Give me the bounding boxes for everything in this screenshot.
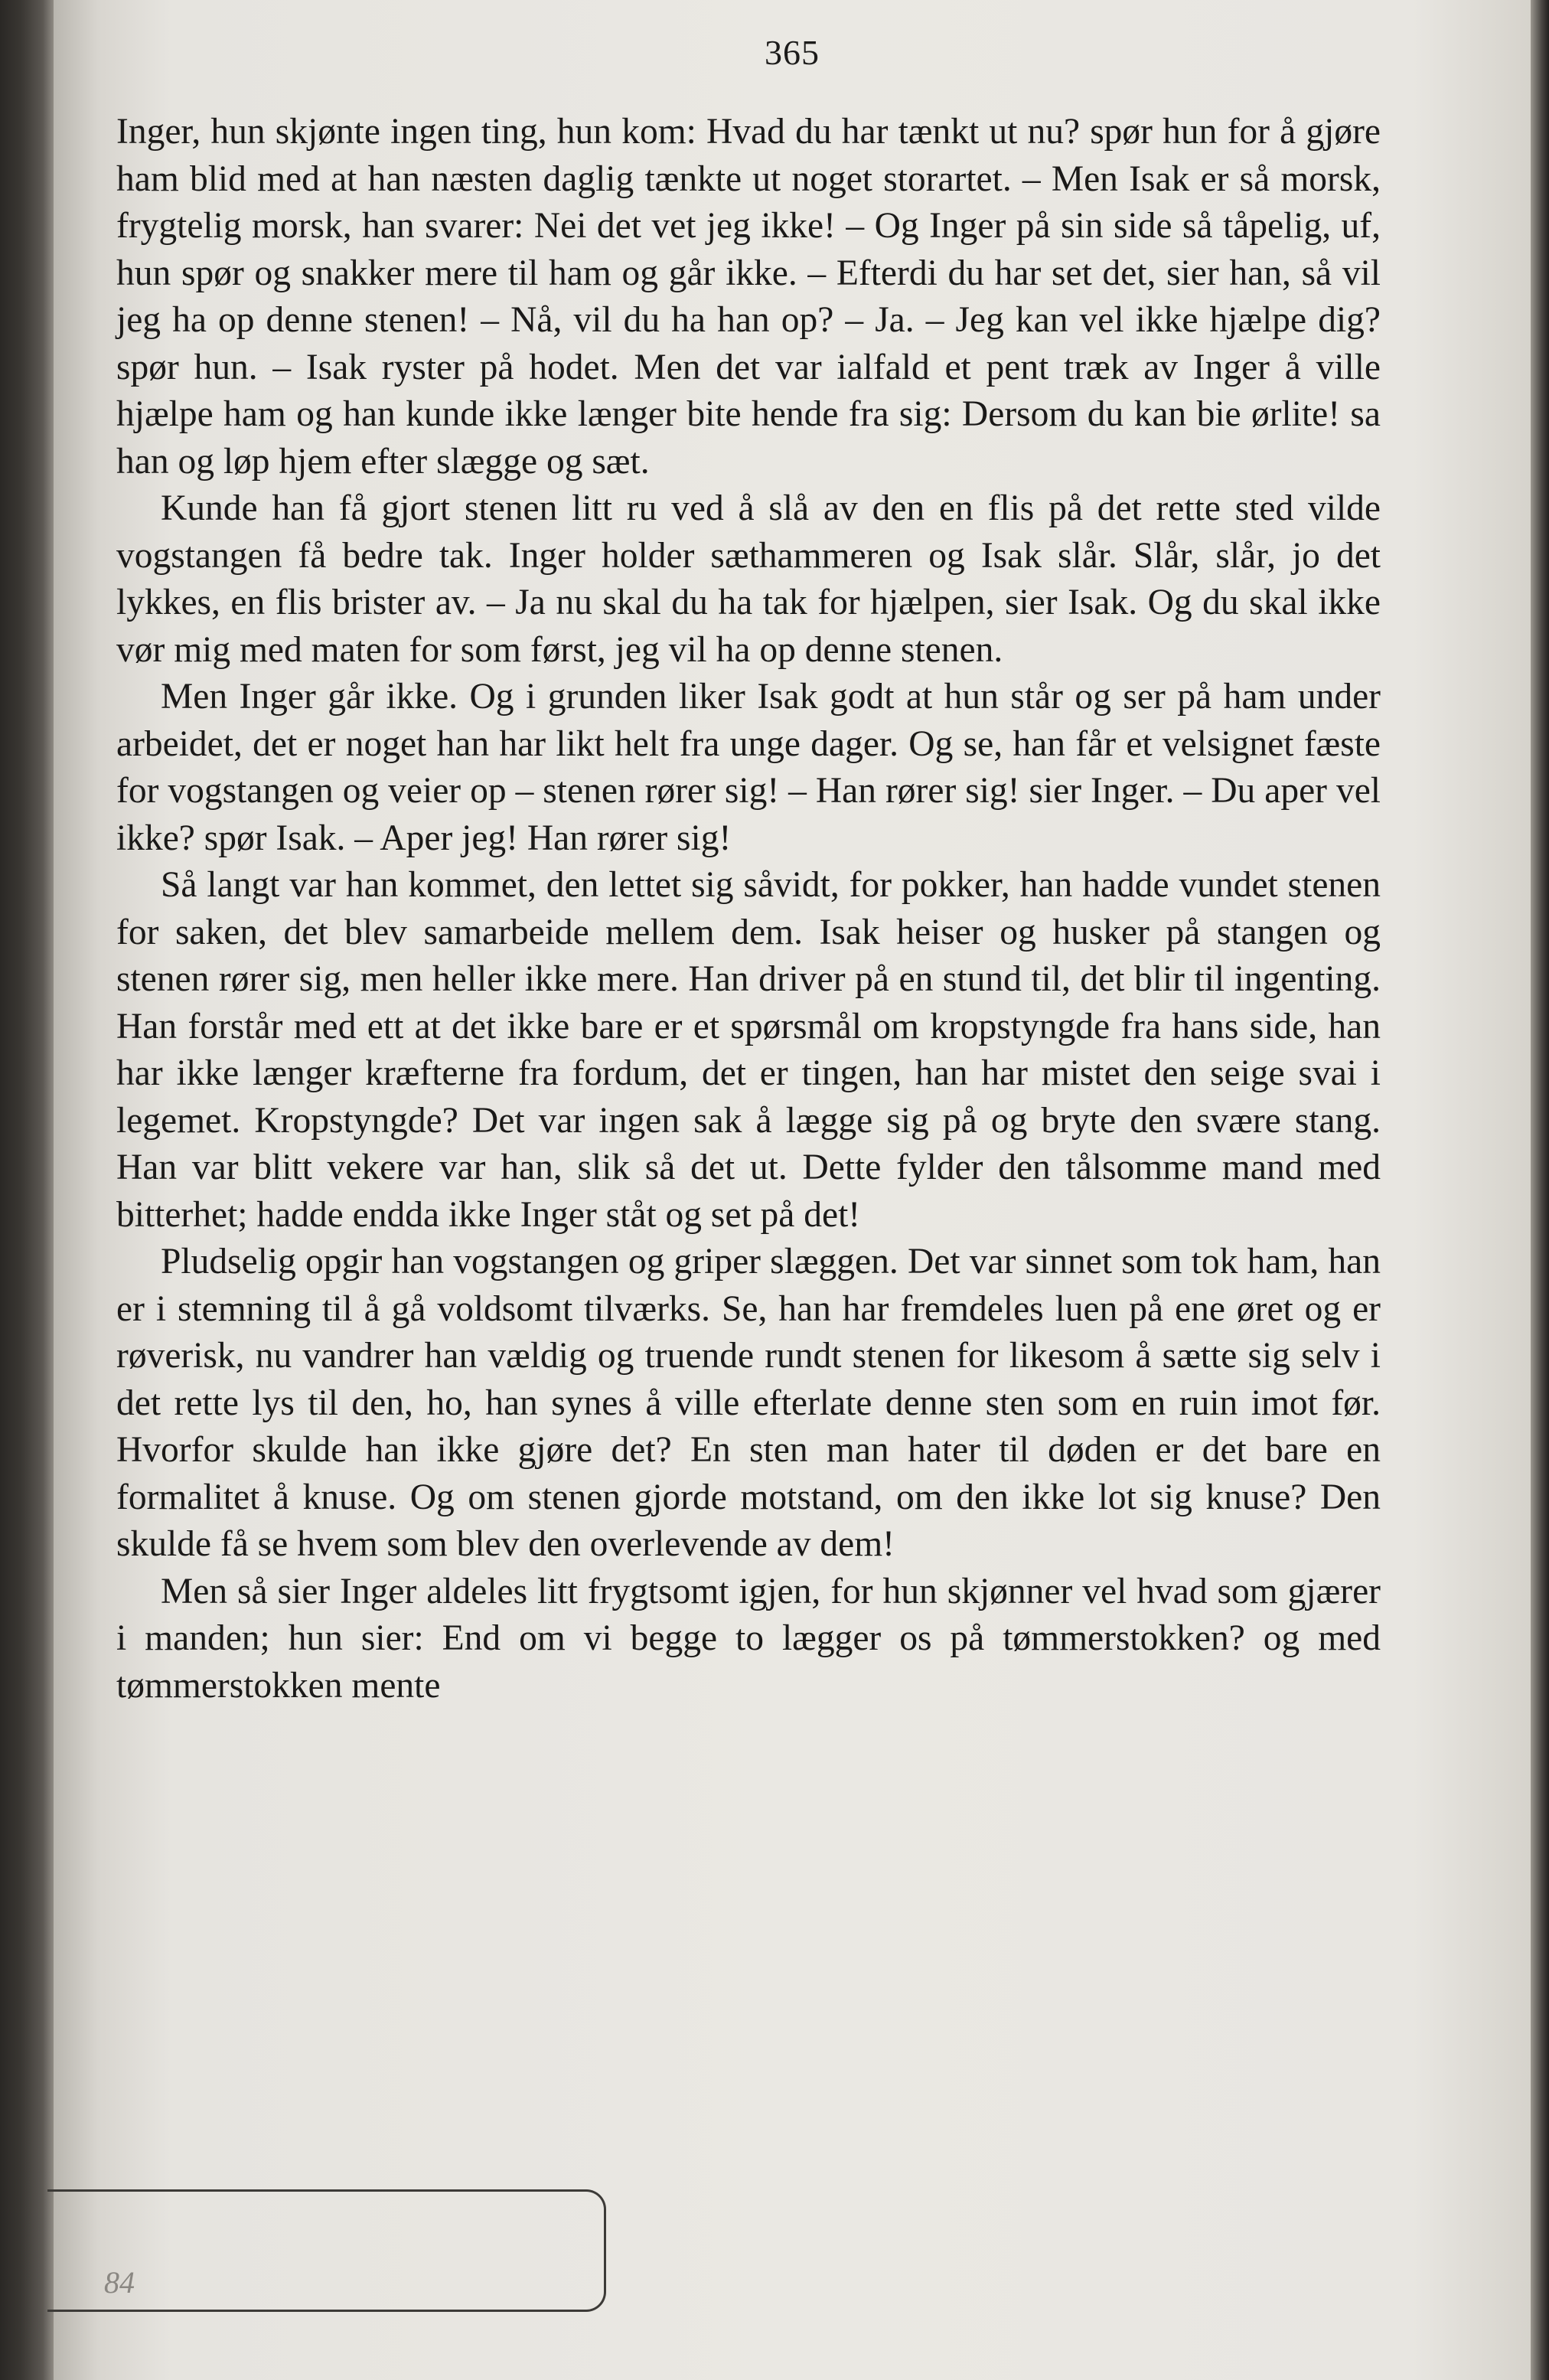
paragraph-2: Kunde han få gjort stenen litt ru ved å slå av den en flis på det rette sted vilde vogstangen få bedre tak. Inger holder sæthammeren og Isak slår. Slår, slår, jo det lykkes, en flis brister av. – Ja nu skal du ha tak for hjælpen, sier Isak. Og du skal ikke vør mig med maten for som først, jeg vil ha op denne stenen. xyxy=(116,488,1381,670)
page-text xyxy=(116,109,1381,1709)
book-page xyxy=(54,0,1531,2380)
page-edge-shadow xyxy=(1531,0,1549,2380)
paragraph-6: Men så sier Inger aldeles litt frygtsomt igjen, for hun skjønner vel hvad som gjærer i manden; hun sier: End om vi begge to lægger os på tømmerstokken? og med tømmerstokken mente xyxy=(116,1571,1381,1706)
paragraph-4: Så langt var han kommet, den lettet sig såvidt, for pokker, han hadde vundet stenen for saken, det blev samarbeide mellem dem. Isak heiser og husker på stangen og stenen rører sig, men heller ikke mere. Han driver på en stund til, det blir til ingenting. Han forstår med ett at det ikke bare er et spørsmål om kropstyngde fra hans side, han har ikke længer kræfterne fra fordum, det er tingen, han har mistet den seige svai i legemet. Kropstyngde? Det var ingen sak å lægge sig på og bryte den svære stang. Han var blitt vekere var han, slik så det ut. Dette fylder den tålsomme mand med bitterhet; hadde endda ikke Inger ståt og set på det! xyxy=(116,865,1381,1235)
paragraph-1: Inger, hun skjønte ingen ting, hun kom: Hvad du har tænkt ut nu? spør hun for å gjøre ham blid med at han næsten daglig tænkte ut noget storartet. – Men Isak er så morsk, frygtelig morsk, han svarer: Nei det vet jeg ikke! – Og Inger på sin side så tåpelig, uf, hun spør og snakker mere til ham og går ikke. – Efterdi du har set det, sier han, så vil jeg ha op denne stenen! – Nå, vil du ha han op? – Ja. – Jeg kan vel ikke hjælpe dig? spør hun. – Isak ryster på hodet. Men det var ialfald et pent træk av Inger å ville hjælpe ham og han kunde ikke længer bite hende fra sig: Dersom du kan bie ørlite! sa han og løp hjem efter slægge og sæt. xyxy=(116,112,1381,482)
library-label-mark: 84 xyxy=(104,2265,135,2300)
page-number: 365 xyxy=(765,33,820,72)
paragraph-3: Men Inger går ikke. Og i grunden liker Isak godt at hun står og ser på ham under arbeidet, det er noget han har likt helt fra unge dager. Og se, han får et velsignet fæste for vogstangen og veier op – stenen rører sig! – Han rører sig! sier Inger. – Du aper vel ikke? spør Isak. – Aper jeg! Han rører sig! xyxy=(116,677,1381,858)
paragraph-5: Pludselig opgir han vogstangen og griper slæggen. Det var sinnet som tok ham, han er i stemning til å gå voldsomt tilværks. Se, han har fremdeles luen på ene øret og er røverisk, nu vandrer han vældig og truende rundt stenen for likesom å sætte sig selv i det rette lys til den, ho, han synes å ville efterlate denne sten som en ruin imot før. Hvorfor skulde han ikke gjøre det? En sten man hater til døden er det bare en formalitet å knuse. Og om stenen gjorde motstand, om den ikke lot sig knuse? Den skulde få se hvem som blev den overlevende av dem! xyxy=(116,1242,1381,1564)
book-spine xyxy=(0,0,54,2380)
